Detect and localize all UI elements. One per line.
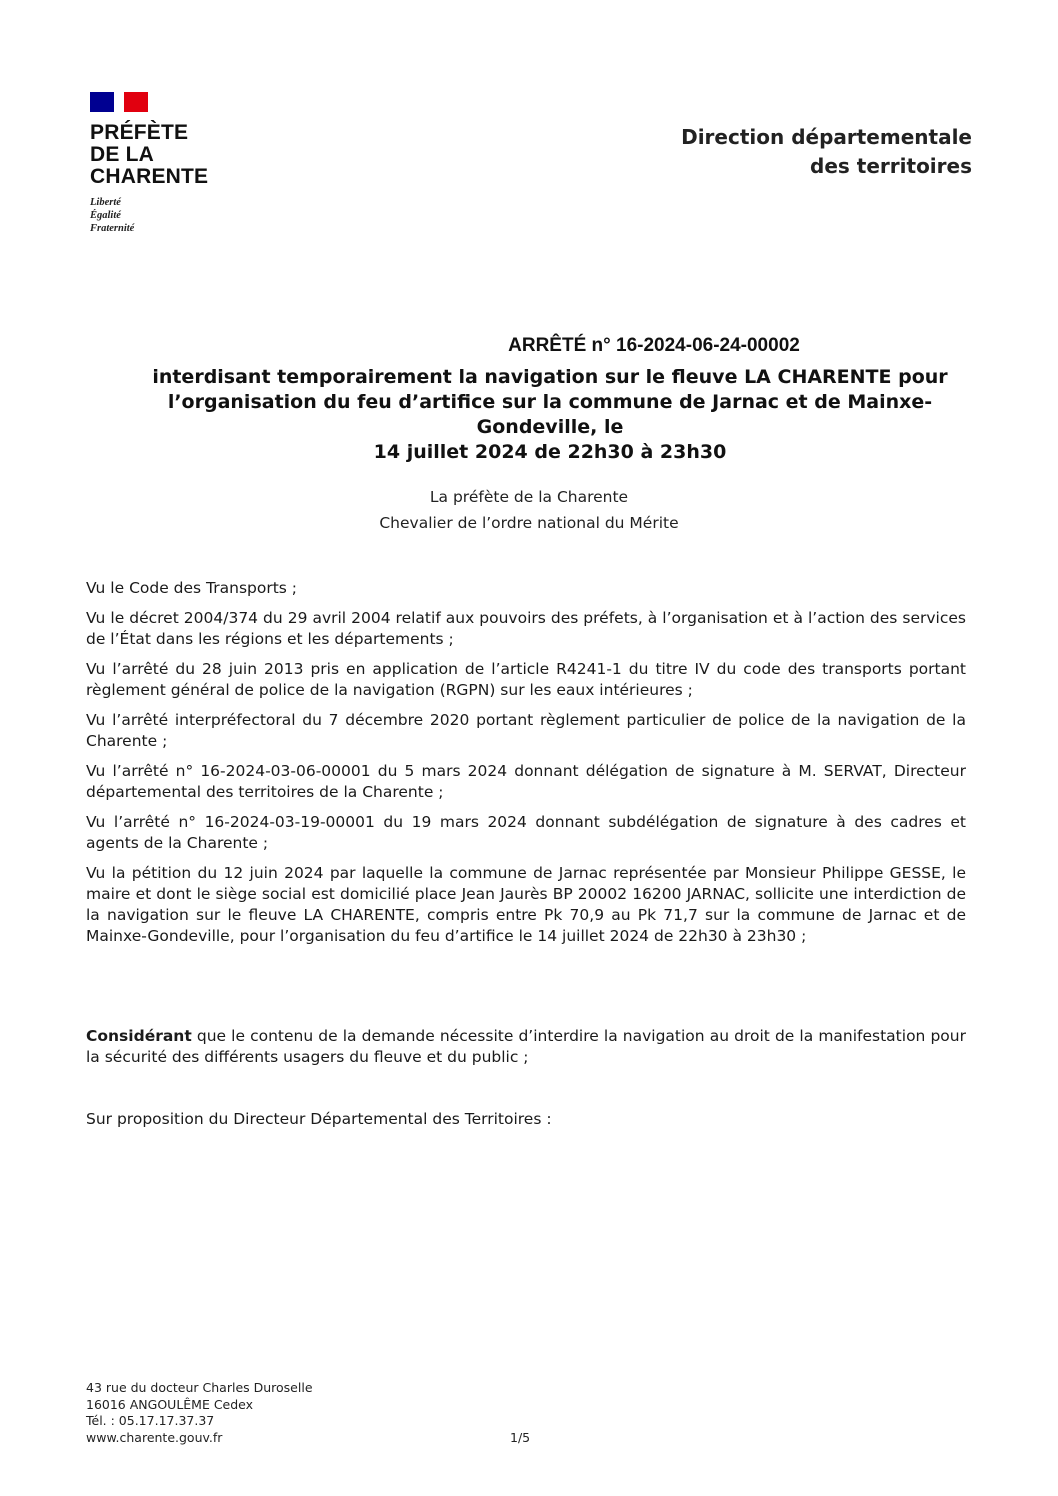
considerant-text: que le contenu de la demande nécessite d’interdire la navigation au droit de la manifestation pour la sécurité des différents usagers du fleuve et du public ; — [86, 1027, 966, 1066]
authority-block — [0, 484, 1058, 536]
address-line: 16016 ANGOULÊME Cedex — [86, 1396, 254, 1412]
considerant-keyword: Considérant — [86, 1027, 192, 1045]
title-line: interdisant temporairement la navigation sur le fleuve LA CHARENTE pour — [152, 366, 948, 388]
prefecture-line: DE LA — [90, 143, 154, 166]
motto-line: Fraternité — [90, 223, 135, 234]
visas-list — [86, 578, 966, 956]
prefecture-line: PRÉFÈTE — [90, 121, 189, 144]
page-number: 1/5 — [510, 1430, 531, 1445]
direction-header — [681, 123, 972, 181]
marianne-flag-icon — [90, 92, 148, 112]
motto-line: Liberté — [90, 197, 121, 208]
visa-paragraph: Vu l’arrêté interpréfectoral du 7 décembre 2020 portant règlement particulier de police de la navigation de la Charente ; — [86, 711, 966, 750]
website-link[interactable]: www.charente.gouv.fr — [86, 1429, 223, 1445]
title-line: 14 juillet 2024 de 22h30 à 23h30 — [373, 441, 727, 463]
motto-line: Égalité — [90, 210, 121, 221]
authority-line: Chevalier de l’ordre national du Mérite — [379, 514, 679, 532]
direction-line: Direction départementale — [681, 125, 972, 149]
visa-paragraph: Vu l’arrêté du 28 juin 2013 pris en application de l’article R4241-1 du titre IV du code des transports portant règlement général de police de la navigation (RGPN) sur les eaux intérieures ; — [86, 660, 966, 699]
visa-paragraph: Vu la pétition du 12 juin 2024 par laquelle la commune de Jarnac représentée par Monsieur Philippe GESSE, le maire et dont le siège social est domicilié place Jean Jaurès BP 20002 16200 JARNAC, sollicite une interdiction de la navigation sur le fleuve LA CHARENTE, compris entre Pk 70,9 au Pk 71,7 sur la commune de Jarnac et de Mainxe-Gondeville, pour l’organisation du feu d’artifice le 14 juillet 2024 de 22h30 à 23h30 ; — [86, 864, 966, 945]
visa-paragraph: Vu l’arrêté n° 16-2024-03-06-00001 du 5 mars 2024 donnant délégation de signature à M. SERVAT, Directeur départemental des territoires de la Charente ; — [86, 762, 966, 801]
phone-line: Tél. : 05.17.17.37.37 — [86, 1413, 215, 1428]
proposition-line: Sur proposition du Directeur Départemental des Territoires : — [86, 1110, 552, 1128]
visa-paragraph: Vu l’arrêté n° 16-2024-03-19-00001 du 19 mars 2024 donnant subdélégation de signature à des cadres et agents de la Charente ; — [86, 813, 966, 852]
prefecture-line: CHARENTE — [90, 165, 209, 188]
prefecture-name — [90, 122, 240, 188]
direction-line: des territoires — [810, 154, 972, 178]
marianne-logo-block — [90, 92, 240, 235]
arrete-title — [120, 365, 980, 465]
considerant-paragraph — [86, 1026, 966, 1068]
visa-paragraph: Vu le décret 2004/374 du 29 avril 2004 relatif aux pouvoirs des préfets, à l’organisation et à l’action des services de l’État dans les régions et les départements ; — [86, 609, 966, 648]
address-line: 43 rue du docteur Charles Duroselle — [86, 1380, 313, 1395]
arrete-number: ARRÊTÉ n° 16-2024-06-24-00002 — [508, 335, 800, 356]
authority-line: La préfète de la Charente — [429, 488, 629, 506]
title-line: l’organisation du feu d’artifice sur la commune de Jarnac et de Mainxe-Gondeville, le — [167, 391, 933, 438]
visa-paragraph: Vu le Code des Transports ; — [86, 579, 298, 597]
republic-motto — [90, 196, 240, 235]
footer-address — [86, 1380, 313, 1446]
